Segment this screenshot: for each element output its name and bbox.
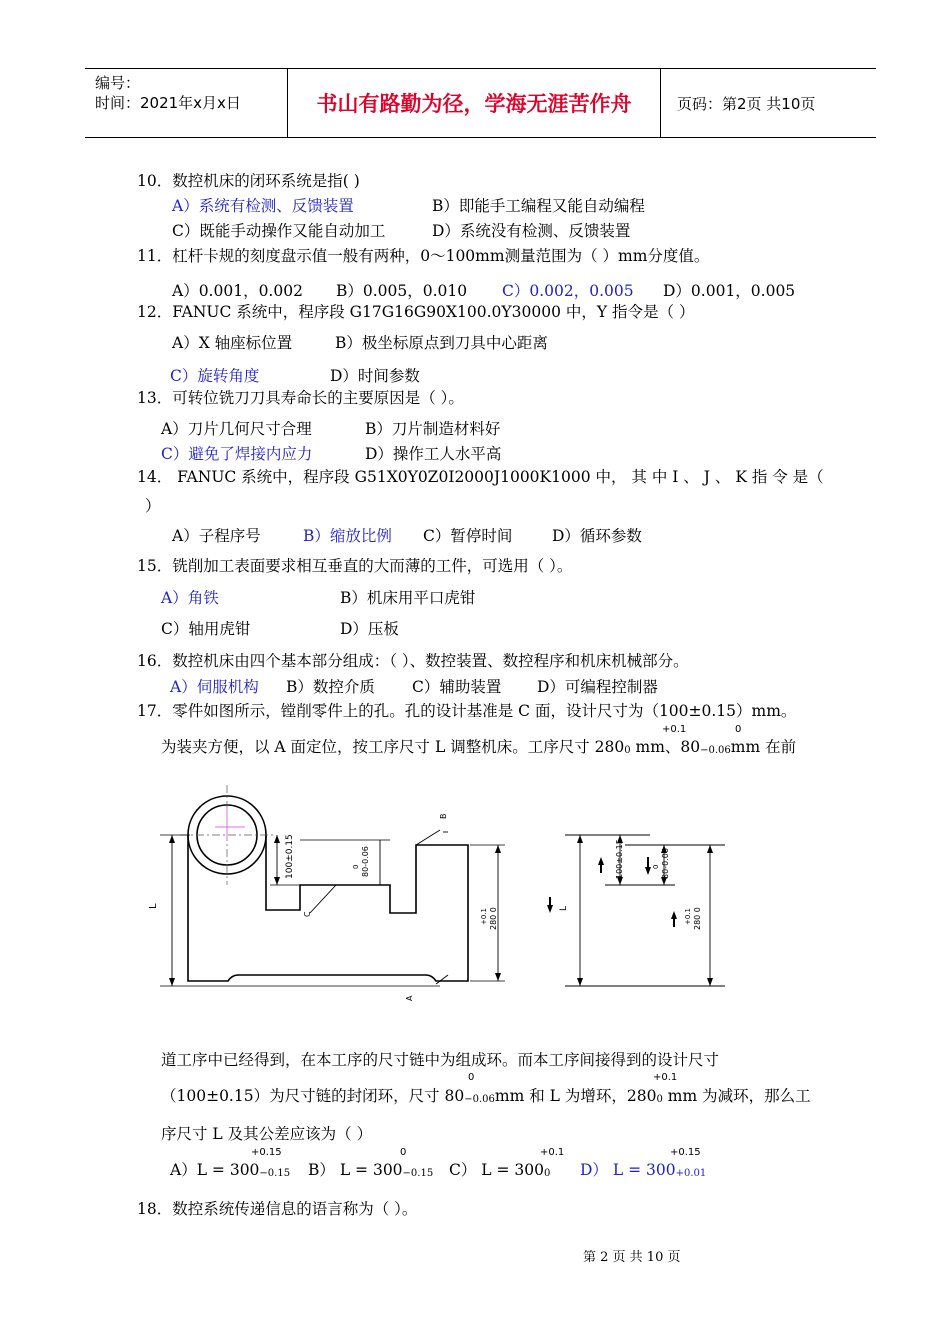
chain-dim-280: 280 0 — [693, 907, 702, 930]
q11-option-c: C）0.002，0.005 — [502, 282, 634, 300]
q17-80-lower-tol: −0.06 — [700, 745, 731, 756]
q14-option-c: C）暂停时间 — [423, 527, 513, 545]
q12-option-a: A）X 轴座标位置 — [172, 334, 293, 352]
chain-dim-80: 80-0.06 — [661, 848, 670, 879]
q17-80-lower-tol-2: −0.06 — [464, 1094, 495, 1105]
q17-option-a — [170, 1160, 290, 1180]
q17-280-lower-tol: 0 — [624, 745, 631, 756]
q17-line1: 17．零件如图所示，镗削零件上的孔。孔的设计基准是 C 面，设计尺寸为（100±0.15）mm。 — [137, 702, 797, 720]
q15-stem: 15．铣削加工表面要求相互垂直的大而薄的工件，可选用（ ）。 — [137, 557, 573, 575]
q17-b-upper: 0 — [400, 1147, 407, 1158]
q17-option-b — [308, 1160, 433, 1180]
chain-dim-100: 100±0.15 — [615, 839, 624, 879]
number-label: 编号： — [95, 74, 141, 92]
header-meta — [85, 69, 288, 137]
q10-stem: 10．数控机床的闭环系统是指( ) — [137, 172, 360, 190]
q15-option-b: B）机床用平口虎钳 — [340, 589, 476, 607]
figure-arrowheads — [169, 835, 501, 986]
q17-c-upper: +0.1 — [540, 1147, 565, 1158]
header-motto: 书山有路勤为径，学海无涯苦作舟 — [288, 69, 661, 137]
q17-line4 — [161, 1086, 811, 1106]
q17-80-upper-tol-2: 0 — [468, 1072, 475, 1083]
q17-line4b-text: mm 和 L 为增环，280 — [494, 1087, 657, 1105]
q13-stem: 13．可转位铣刀刀具寿命长的主要原因是（ ）。 — [137, 389, 464, 407]
q14-stem: 14． FANUC 系统中，程序段 G51X0Y0Z0I2000J1000K1000 中， 其 中 I 、 J 、 K 指 令 是（ — [137, 468, 824, 486]
q17-line3: 道工序中已经得到，在本工序的尺寸链中为组成环。而本工序间接得到的设计尺寸 — [161, 1051, 720, 1069]
q12-option-b: B）极坐标原点到刀具中心距离 — [335, 334, 548, 352]
q17-line2b-text: mm、80 — [630, 738, 701, 756]
q16-option-a: A）伺服机构 — [170, 678, 259, 696]
q17-a-upper: +0.15 — [251, 1147, 282, 1158]
q17-280-lower-tol-2: 0 — [656, 1094, 663, 1105]
q17-b-lower: −0.15 — [402, 1168, 434, 1179]
fig-dim-280: 280 0 — [489, 907, 498, 930]
q16-option-b: B）数控介质 — [286, 678, 375, 696]
q11-option-b: B）0.005，0.010 — [336, 282, 468, 300]
q15-option-d: D）压板 — [340, 620, 399, 638]
q10-option-c: C）既能手动操作又能自动加工 — [172, 222, 386, 240]
q13-option-a: A）刀片几何尺寸合理 — [161, 420, 312, 438]
fig-label-A: A — [405, 995, 414, 1001]
q17-option-d — [580, 1160, 706, 1180]
part-figure — [150, 785, 740, 1010]
q13-option-b: B）刀片制造材料好 — [365, 420, 501, 438]
q15-option-a: A）角铁 — [161, 589, 219, 607]
q10-option-d: D）系统没有检测、反馈装置 — [432, 222, 631, 240]
q17-80-upper-tol: 0 — [735, 724, 742, 735]
q17-280-upper-tol-2: +0.1 — [653, 1072, 678, 1083]
q11-stem: 11．杠杆卡规的刻度盘示值一般有两种，0～100mm测量范围为（ ）mm分度值。 — [137, 247, 710, 265]
fig-label-B: B — [439, 813, 448, 819]
fig-dim-80-top: 0 — [352, 864, 360, 869]
q13-option-d: D）操作工人水平高 — [365, 445, 502, 463]
q16-option-d: D）可编程控制器 — [537, 678, 658, 696]
q11-option-a: A）0.001，0.002 — [172, 282, 303, 300]
fig-dim-280-top: +0.1 — [480, 908, 488, 925]
q17-280-upper-tol: +0.1 — [662, 724, 687, 735]
page-footer: 第 2 页 共 10 页 — [583, 1250, 681, 1265]
page-header — [85, 68, 876, 138]
q17-line2-text: 为装夹方便，以 A 面定位，按工序尺寸 L 调整机床。工序尺寸 280 — [161, 738, 625, 756]
q12-stem: 12．FANUC 系统中，程序段 G17G16G90X100.0Y30000 中，Y 指令是（ ） — [137, 303, 695, 321]
q17-line2c-text: mm 在前 — [730, 738, 797, 756]
q15-option-c: C）轴用虎钳 — [161, 620, 251, 638]
q17-line2 — [161, 737, 796, 757]
q17-option-d-text: D） L = 300 — [580, 1161, 676, 1179]
q14-option-d: D）循环参数 — [552, 527, 642, 545]
q17-a-lower: −0.15 — [259, 1168, 291, 1179]
chain-label-L: L — [559, 905, 569, 911]
q17-line4a-text: （100±0.15）为尺寸链的封闭环，尺寸 80 — [161, 1087, 465, 1105]
fig-label-C: C — [303, 911, 312, 917]
q14-option-a: A）子程序号 — [172, 527, 261, 545]
q11-option-d: D）0.001，0.005 — [663, 282, 796, 300]
q14-option-b: B）缩放比例 — [303, 527, 392, 545]
q18-stem: 18．数控系统传递信息的语言称为（ ）。 — [137, 1200, 418, 1218]
fig-dim-80: 80-0.06 — [361, 846, 370, 877]
chain-dim-80-top: 0 — [652, 864, 660, 869]
q17-option-c-text: C） L = 300 — [449, 1161, 545, 1179]
q17-option-c — [449, 1160, 550, 1180]
q17-d-upper: +0.15 — [670, 1147, 701, 1158]
q10-option-b: B）即能手工编程又能自动编程 — [432, 197, 645, 215]
page-info-text: 页码：第2页 共10页 — [677, 95, 816, 113]
q17-line5: 序尺寸 L 及其公差应该为（ ） — [161, 1125, 373, 1143]
fig-label-L: L — [148, 903, 159, 909]
q16-option-c: C）辅助装置 — [412, 678, 502, 696]
q17-c-lower: 0 — [544, 1168, 551, 1179]
q17-line4c-text: mm 为减环，那么工 — [662, 1087, 811, 1105]
q17-d-lower: +0.01 — [675, 1168, 707, 1179]
time-label: 时间：2021年x月x日 — [95, 94, 241, 112]
q10-option-a: A）系统有检测、反馈装置 — [172, 197, 354, 215]
q14-stem-close: ） — [145, 497, 161, 515]
q13-option-c: C）避免了焊接内应力 — [161, 445, 313, 463]
fig-dim-100: 100±0.15 — [285, 834, 295, 879]
q16-stem: 16．数控机床由四个基本部分组成：（ ）、数控装置、数控程序和机床机械部分。 — [137, 652, 689, 670]
q17-option-b-text: B） L = 300 — [308, 1161, 403, 1179]
q17-option-a-text: A）L = 300 — [170, 1161, 260, 1179]
q12-option-d: D）时间参数 — [330, 367, 420, 385]
chain-dim-280-top: +0.1 — [684, 908, 692, 925]
q12-option-c: C）旋转角度 — [170, 367, 260, 385]
part-outline — [188, 796, 468, 981]
header-page-info — [669, 69, 876, 137]
